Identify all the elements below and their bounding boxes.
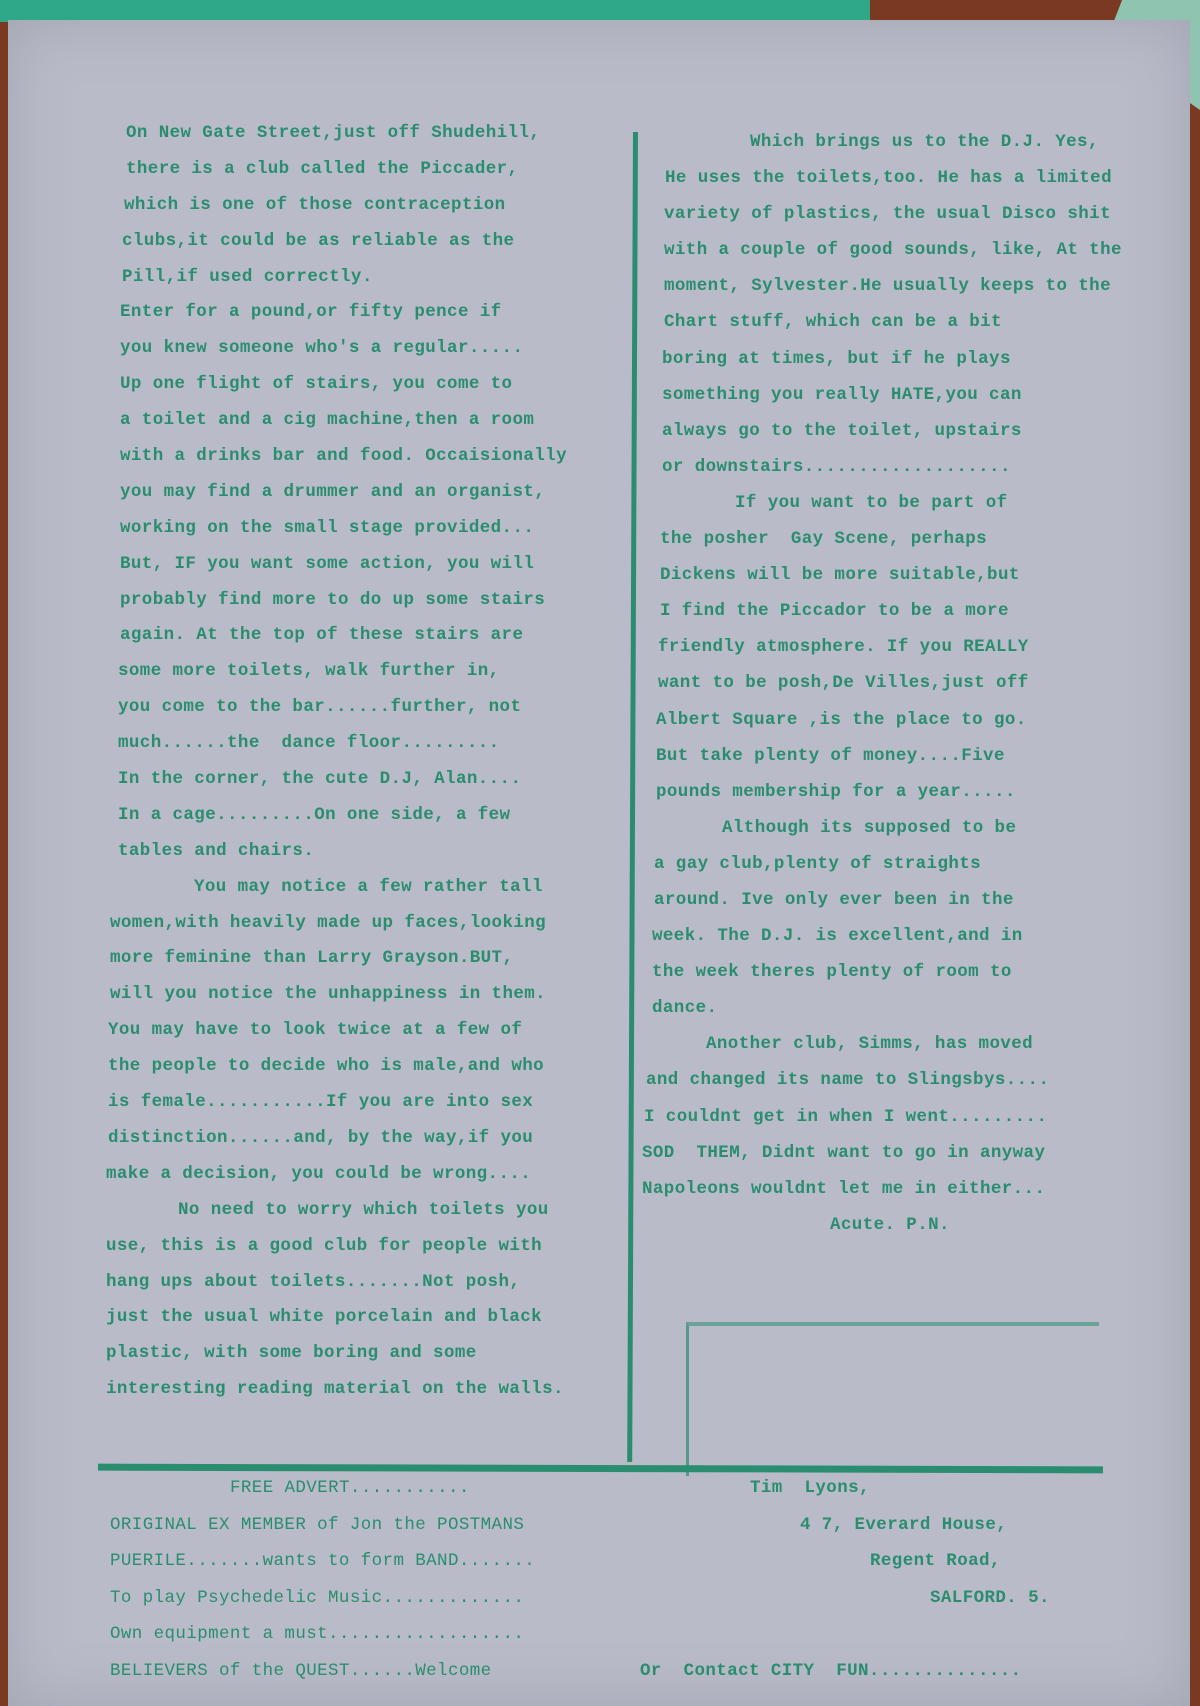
advert-line: PUERILE.......wants to form BAND....... bbox=[110, 1551, 536, 1571]
left-column-line: is female...........If you are into sex bbox=[108, 1092, 534, 1113]
right-column-line: and changed its name to Slingsbys.... bbox=[646, 1070, 1050, 1091]
left-column-line: Enter for a pound,or fifty pence if bbox=[120, 302, 502, 323]
right-column-line: moment, Sylvester.He usually keeps to the bbox=[664, 276, 1111, 297]
left-column-line: But, IF you want some action, you will bbox=[120, 553, 535, 574]
right-column-line: Napoleons wouldnt let me in either... bbox=[642, 1178, 1046, 1199]
right-column-text bbox=[590, 124, 1170, 1243]
left-column-line: the people to decide who is male,and who bbox=[108, 1056, 545, 1077]
left-column-line: some more toilets, walk further in, bbox=[118, 661, 500, 682]
left-column-line: there is a club called the Piccader, bbox=[126, 158, 519, 179]
right-column-line: or downstairs................... bbox=[662, 456, 1011, 477]
right-column-line: Acute. P.N. bbox=[830, 1214, 950, 1235]
left-column-line: In the corner, the cute D.J, Alan.... bbox=[118, 769, 522, 790]
left-column-line: You may have to look twice at a few of bbox=[108, 1020, 523, 1041]
left-column-text bbox=[96, 116, 626, 1408]
left-column-line: make a decision, you could be wrong.... bbox=[106, 1163, 532, 1184]
advert-line: ORIGINAL EX MEMBER of Jon the POSTMANS bbox=[110, 1514, 525, 1535]
right-column-line: around. Ive only ever been in the bbox=[654, 889, 1014, 910]
left-column-line: with a drinks bar and food. Occaisionally bbox=[120, 446, 567, 467]
right-column-line: Albert Square ,is the place to go. bbox=[656, 709, 1027, 730]
left-column-line: You may notice a few rather tall bbox=[194, 876, 543, 897]
right-column-line: dance. bbox=[652, 998, 718, 1019]
advert-line: FREE ADVERT........... bbox=[230, 1478, 470, 1498]
right-column-line: Which brings us to the D.J. Yes, bbox=[750, 132, 1099, 152]
right-column-line: want to be posh,De Villes,just off bbox=[658, 673, 1029, 694]
left-column-line: much......the dance floor......... bbox=[118, 733, 500, 754]
left-column-line: working on the small stage provided... bbox=[120, 517, 535, 538]
address-line: SALFORD. 5. bbox=[930, 1587, 1050, 1608]
left-column-line: a toilet and a cig machine,then a room bbox=[120, 410, 535, 431]
left-column-line: again. At the top of these stairs are bbox=[120, 625, 524, 646]
right-column-line: variety of plastics, the usual Disco shit bbox=[664, 204, 1111, 225]
left-column-line: you knew someone who's a regular..... bbox=[120, 338, 524, 359]
right-column-line: friendly atmosphere. If you REALLY bbox=[658, 637, 1029, 658]
advert-line: To play Psychedelic Music............. bbox=[110, 1587, 525, 1608]
contact-address-section bbox=[640, 1470, 1180, 1689]
left-column-line: On New Gate Street,just off Shudehill, bbox=[126, 123, 541, 143]
left-column-line: more feminine than Larry Grayson.BUT, bbox=[110, 948, 514, 969]
right-column-line: with a couple of good sounds, like, At the bbox=[664, 240, 1122, 261]
left-column-line: women,with heavily made up faces,looking bbox=[110, 912, 547, 933]
left-column-line: hang ups about toilets.......Not posh, bbox=[106, 1271, 521, 1292]
advert-line: Own equipment a must.................. bbox=[110, 1624, 525, 1644]
teal-folder-edge bbox=[0, 0, 870, 22]
right-column-line: I find the Piccador to be a more bbox=[660, 601, 1009, 622]
left-column-line: Pill,if used correctly. bbox=[122, 266, 373, 287]
left-column-line: tables and chairs. bbox=[118, 840, 315, 861]
address-line bbox=[640, 1616, 1180, 1653]
left-column-line: plastic, with some boring and some bbox=[106, 1343, 477, 1364]
left-column-line: No need to worry which toilets you bbox=[178, 1199, 549, 1220]
left-column-line: use, this is a good club for people with bbox=[106, 1235, 543, 1256]
right-column-line: something you really HATE,you can bbox=[662, 384, 1022, 405]
right-column-line: Another club, Simms, has moved bbox=[706, 1034, 1034, 1055]
address-line: Tim Lyons, bbox=[750, 1478, 870, 1498]
right-column-line: the week theres plenty of room to bbox=[652, 962, 1012, 983]
right-column-line: week. The D.J. is excellent,and in bbox=[652, 926, 1023, 947]
left-column-line: just the usual white porcelain and black bbox=[106, 1307, 543, 1328]
right-column-line: pounds membership for a year..... bbox=[656, 781, 1016, 802]
left-column-line: which is one of those contraception bbox=[124, 194, 506, 215]
left-column-line: clubs,it could be as reliable as the bbox=[122, 230, 515, 251]
right-column-line: Chart stuff, which can be a bit bbox=[664, 312, 1002, 333]
empty-corner-box bbox=[686, 1322, 1099, 1476]
right-column-line: Dickens will be more suitable,but bbox=[660, 565, 1020, 586]
right-column-line: always go to the toilet, upstairs bbox=[662, 420, 1022, 441]
address-line: Regent Road, bbox=[870, 1551, 1001, 1571]
right-column-line: But take plenty of money....Five bbox=[656, 745, 1005, 766]
left-column-line: interesting reading material on the walls. bbox=[106, 1379, 564, 1400]
address-line: Or Contact CITY FUN.............. bbox=[640, 1660, 1022, 1681]
left-column-line: you come to the bar......further, not bbox=[118, 697, 522, 718]
left-column-line: distinction......and, by the way,if you bbox=[108, 1127, 534, 1148]
left-column-line: probably find more to do up some stairs bbox=[120, 589, 546, 610]
right-column-line: Although its supposed to be bbox=[722, 817, 1017, 838]
address-line: 4 7, Everard House, bbox=[800, 1514, 1008, 1535]
right-column-line: a gay club,plenty of straights bbox=[654, 853, 982, 874]
left-column-line: you may find a drummer and an organist, bbox=[120, 481, 546, 502]
left-column-line: will you notice the unhappiness in them. bbox=[110, 984, 547, 1005]
right-column-line: If you want to be part of bbox=[735, 492, 1008, 513]
right-column-line: SOD THEM, Didnt want to go in anyway bbox=[642, 1142, 1046, 1163]
right-column-line: He uses the toilets,too. He has a limited bbox=[665, 168, 1112, 189]
left-column-line: In a cage.........On one side, a few bbox=[118, 804, 511, 825]
left-column-line: Up one flight of stairs, you come to bbox=[120, 374, 513, 395]
right-column-line: the posher Gay Scene, perhaps bbox=[660, 529, 988, 550]
free-advert-section bbox=[105, 1470, 625, 1689]
advert-line: BELIEVERS of the QUEST......Welcome bbox=[110, 1660, 492, 1681]
right-column-line: I couldnt get in when I went......... bbox=[644, 1106, 1048, 1127]
right-column-line: boring at times, but if he plays bbox=[662, 348, 1011, 369]
